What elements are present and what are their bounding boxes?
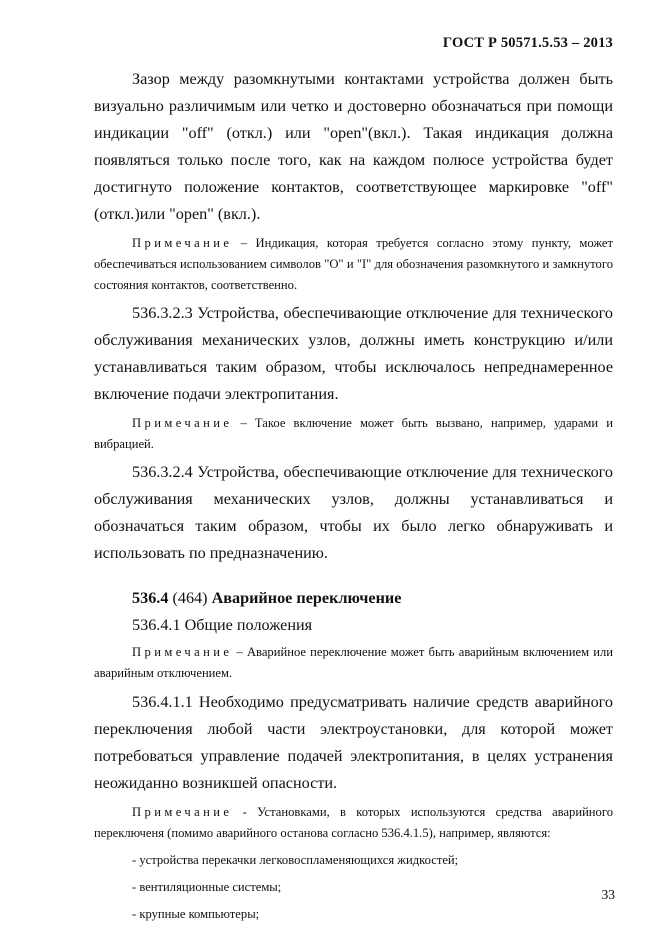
page-content — [94, 66, 613, 925]
heading-reference: (464) — [172, 589, 208, 607]
note-label: Примечание — [132, 416, 233, 430]
note-indication — [94, 233, 613, 296]
note-label: Примечание — [132, 645, 233, 659]
note-emergency-switching — [94, 642, 613, 684]
heading-title: Аварийное переключение — [211, 589, 402, 607]
note-accidental-switching — [94, 413, 613, 455]
subsection-536-4-1: 536.4.1 Общие положения — [132, 616, 313, 634]
list-item: - вентиляционные системы; — [132, 880, 282, 894]
heading-number: 536.4 — [132, 589, 169, 607]
paragraph-536-3-2-4: 536.3.2.4 Устройства, обеспечивающие отключение для технического обслуживания механических узлов, должны устанавливаться и обозначаться таким образом, чтобы их было легко обнаруживать и использовать по предназначению. — [94, 463, 613, 562]
note-text: – Такое включение может быть вызвано, например, ударами и вибрацией. — [94, 416, 613, 451]
paragraph-contact-gap: Зазор между разомкнутыми контактами устройства должен быть визуально различимым или четко и достоверно обозначаться при помощи индикации "off" (откл.) или "open"(вкл.). Такая индикация должна появляться только после того, как на каждом полюсе устройства будет достигнуто положение контактов, соответствующее маркировке "off" (откл.)или "open" (вкл.). — [94, 70, 613, 223]
paragraph-536-4-1-1: 536.4.1.1 Необходимо предусматривать наличие средств аварийного переключения любой части электроустановки, для которой может потребоваться управление подачей электропитания, в целях устранения неожиданно возникшей опасности. — [94, 693, 613, 792]
note-text: – Индикация, которая требуется согласно этому пункту, может обеспечиваться использованием символов "O" и "I" для обозначения разомкнутого и замкнутого состояния контактов, соответственно. — [94, 236, 613, 292]
list-item: - устройства перекачки легковоспламеняющихся жидкостей; — [132, 853, 459, 867]
paragraph-536-3-2-3: 536.3.2.3 Устройства, обеспечивающие отключение для технического обслуживания механических узлов, должны иметь конструкцию и/или устанавливаться таким образом, чтобы исключалось непреднамеренное включение подачи электропитания. — [94, 304, 613, 403]
note-label: Примечание — [132, 236, 233, 250]
note-text: - Установками, в которых используются средства аварийного переключеня (помимо аварийного останова согласно 536.4.1.5), например, являются: — [94, 805, 613, 840]
section-heading-536-4 — [94, 585, 613, 612]
note-text: – Аварийное переключение может быть аварийным включением или аварийным отключением. — [94, 645, 613, 680]
page-number: 33 — [601, 887, 615, 902]
list-item: - крупные компьютеры; — [132, 907, 260, 921]
note-installations — [94, 802, 613, 844]
note-label: Примечание — [132, 805, 233, 819]
standard-code-header: ГОСТ Р 50571.5.53 – 2013 — [442, 35, 613, 51]
